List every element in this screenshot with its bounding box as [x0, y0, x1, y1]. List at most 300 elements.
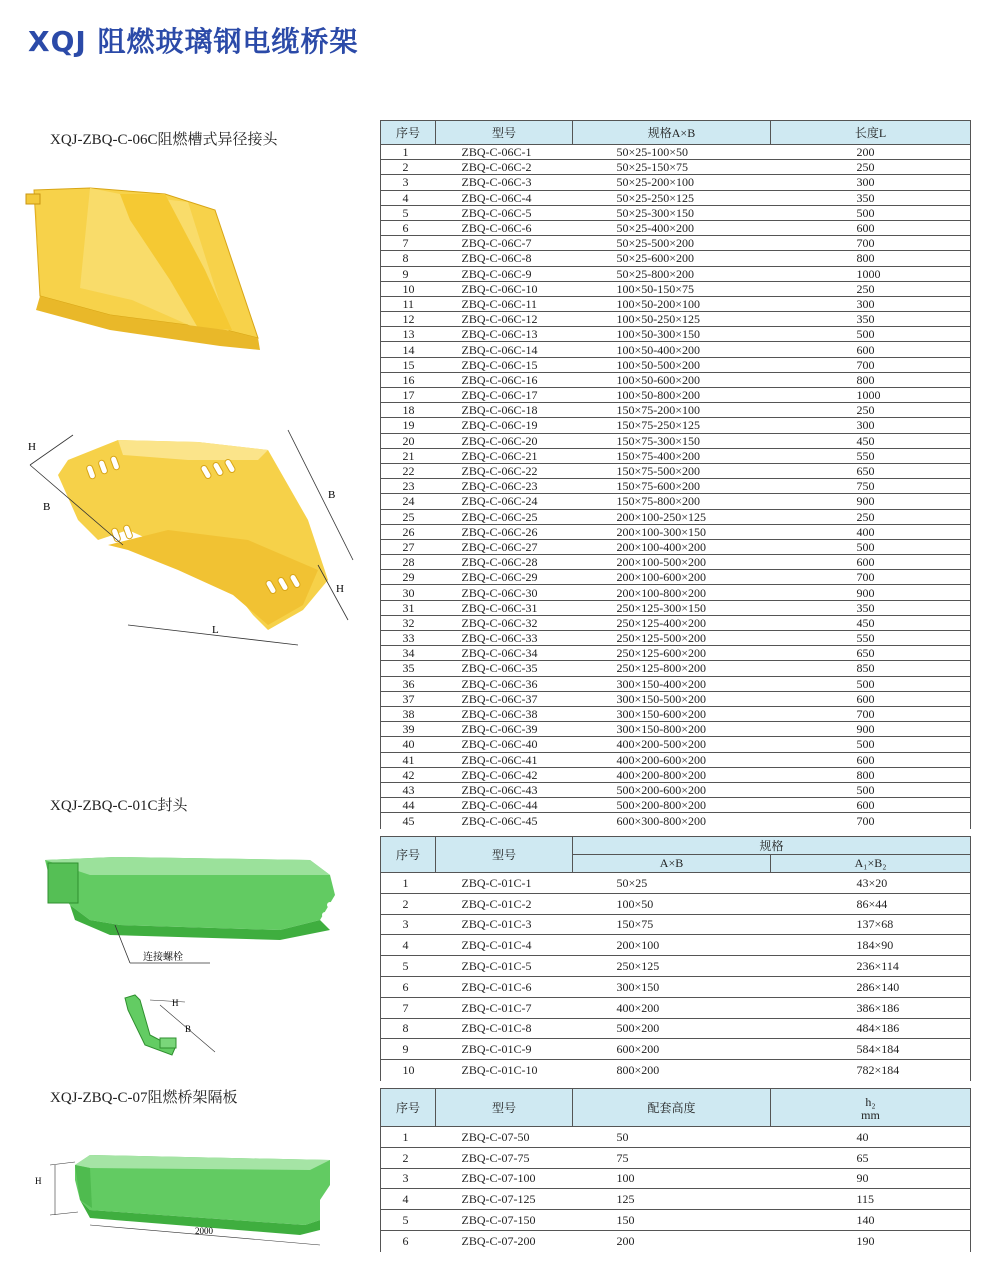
cell-model: ZBQ-C-07-125: [436, 1189, 573, 1210]
cell-value: 386×186: [771, 997, 971, 1018]
cell-value: 700: [856, 813, 875, 828]
cell-value: 190: [856, 1234, 875, 1249]
table-row: [381, 251, 971, 266]
cell-model: ZBQ-C-06C-7: [436, 236, 573, 251]
table-row: [381, 646, 971, 661]
divider-figure: [30, 1140, 350, 1250]
cell-index: 27: [381, 539, 436, 554]
cell-value: 500: [771, 676, 971, 691]
endcap-profile-figure: [120, 990, 220, 1060]
cell-value: 700: [771, 706, 971, 721]
cell-index: 1: [381, 873, 436, 894]
cell-value: 140: [771, 1210, 971, 1231]
cell-index: 28: [381, 555, 436, 570]
cell-spec: 150×75-200×100: [573, 403, 771, 418]
table-row: [381, 661, 971, 676]
cell-spec: 100×50-200×100: [573, 296, 771, 311]
header-model: 型号: [436, 121, 573, 145]
cell-index: 2: [381, 1147, 436, 1168]
dim-l-label: L: [212, 624, 219, 636]
cell-model: ZBQ-C-06C-25: [436, 509, 573, 524]
table-row: [381, 1168, 971, 1189]
cell-spec: 150: [573, 1210, 771, 1231]
cell-index: 3: [381, 914, 436, 935]
cell-spec: 50×25: [573, 873, 771, 894]
cell-index: 31: [381, 600, 436, 615]
cell-spec: 50×25-250×125: [573, 190, 771, 205]
cell-value: 850: [771, 661, 971, 676]
cell-value: 800: [771, 767, 971, 782]
cell-value: 1000: [771, 388, 971, 403]
dim-b-label: B: [43, 501, 51, 513]
table-row: [381, 782, 971, 797]
cell-index: 17: [381, 388, 436, 403]
divider-dim-h: H: [35, 1176, 42, 1186]
table-row: [381, 539, 971, 554]
cell-value: 137×68: [771, 914, 971, 935]
cell-index: 3: [381, 1168, 436, 1189]
table-row: [381, 388, 971, 403]
cell-model: ZBQ-C-06C-21: [436, 448, 573, 463]
cell-model: ZBQ-C-06C-14: [436, 342, 573, 357]
bolt-label: 连接螺栓: [143, 952, 183, 963]
table-row: [381, 524, 971, 539]
cell-model: ZBQ-C-06C-20: [436, 433, 573, 448]
cell-value: 286×140: [771, 976, 971, 997]
endcap-figure: [30, 845, 360, 975]
cell-spec: 600×200: [573, 1039, 771, 1060]
cell-spec: 300×150-500×200: [573, 691, 771, 706]
cell-value: 400: [771, 524, 971, 539]
cell-spec: 100×50: [573, 893, 771, 914]
cell-model: ZBQ-C-06C-42: [436, 767, 573, 782]
cell-model: ZBQ-C-07-150: [436, 1210, 573, 1231]
reducer-figure-1: [20, 180, 265, 355]
table-row: [381, 1018, 971, 1039]
table-row: [381, 463, 971, 478]
cell-value: 500: [771, 737, 971, 752]
table-row: [381, 914, 971, 935]
cell-index: 40: [381, 737, 436, 752]
cell-spec: 50×25-150×75: [573, 160, 771, 175]
cell-spec: 100×50-400×200: [573, 342, 771, 357]
endcap-spec-table: [380, 836, 971, 1080]
cell-spec: 250×125-300×150: [573, 600, 771, 615]
cell-model: ZBQ-C-06C-39: [436, 722, 573, 737]
cell-model: ZBQ-C-01C-1: [436, 873, 573, 894]
cell-spec: 200×100-600×200: [573, 570, 771, 585]
cell-index: 18: [381, 403, 436, 418]
cell-index: 37: [381, 691, 436, 706]
cell-index: 30: [381, 585, 436, 600]
table-row: [381, 570, 971, 585]
table-row: [381, 494, 971, 509]
cell-value: 236×114: [771, 956, 971, 977]
cell-index: 11: [381, 296, 436, 311]
divider-dim-l: 2000: [195, 1226, 213, 1236]
cell-value: 86×44: [771, 893, 971, 914]
cell-value: 600: [771, 691, 971, 706]
header-spec: 规格A×B: [573, 121, 771, 145]
cell-value: 650: [771, 463, 971, 478]
cell-spec: 500×200-600×200: [573, 782, 771, 797]
table-row: [381, 752, 971, 767]
table-row: [381, 706, 971, 721]
table-row: [381, 281, 971, 296]
table-row: [381, 1127, 971, 1148]
cell-index: 7: [381, 236, 436, 251]
cell-index: 44: [381, 798, 436, 813]
cell-value: 350: [771, 600, 971, 615]
cell-model: ZBQ-C-06C-45: [461, 813, 538, 828]
cell-index: 22: [381, 463, 436, 478]
cell-model: ZBQ-C-06C-32: [436, 615, 573, 630]
reducer-spec-table: [380, 120, 971, 828]
cell-value: 600: [771, 342, 971, 357]
cell-spec: 100×50-600×200: [573, 372, 771, 387]
table-row: [381, 433, 971, 448]
cell-index: 4: [381, 1189, 436, 1210]
cell-index: 38: [381, 706, 436, 721]
cell-index: 5: [381, 205, 436, 220]
cell-spec: 150×75-400×200: [573, 448, 771, 463]
cell-value: 250: [771, 281, 971, 296]
table-row: [381, 873, 971, 894]
cell-index: 10: [381, 281, 436, 296]
cell-model: ZBQ-C-01C-2: [436, 893, 573, 914]
cell-value: 750: [771, 479, 971, 494]
table-row: [381, 372, 971, 387]
table-row: [381, 585, 971, 600]
cell-value: 650: [771, 646, 971, 661]
cell-value: 65: [771, 1147, 971, 1168]
table-row: [381, 1230, 971, 1251]
cell-index: 9: [381, 266, 436, 281]
table-row: [381, 509, 971, 524]
cell-spec: 100×50-800×200: [573, 388, 771, 403]
header-mm-label: mm: [861, 1107, 880, 1122]
header-axb: A×B: [573, 855, 771, 873]
table-row: [381, 1189, 971, 1210]
cell-index: 41: [381, 752, 436, 767]
cell-value: 300: [771, 418, 971, 433]
reducer-figure-2: [18, 420, 363, 660]
cell-model: ZBQ-C-01C-5: [436, 956, 573, 977]
header-a1xb2: A₁×B₂: [771, 855, 971, 873]
cell-value: 700: [771, 570, 971, 585]
cell-value: 484×186: [771, 1018, 971, 1039]
page-title: XQJ 阻燃玻璃钢电缆桥架: [28, 25, 359, 58]
cell-index: 15: [381, 357, 436, 372]
cell-model: ZBQ-C-06C-12: [436, 312, 573, 327]
cell-index: 35: [381, 661, 436, 676]
cell-value: 350: [771, 312, 971, 327]
cell-value: 500: [771, 327, 971, 342]
cell-spec: 100×50-500×200: [573, 357, 771, 372]
cell-model: ZBQ-C-06C-27: [436, 539, 573, 554]
cell-model: ZBQ-C-06C-37: [436, 691, 573, 706]
cell-value: 500: [771, 539, 971, 554]
cell-model: ZBQ-C-01C-3: [436, 914, 573, 935]
cell-model: ZBQ-C-06C-2: [436, 160, 573, 175]
cell-index: 1: [381, 145, 436, 160]
cell-index: 2: [381, 893, 436, 914]
cell-spec: 50×25-600×200: [573, 251, 771, 266]
dim-h-label-right: H: [336, 583, 344, 595]
table-row: [381, 893, 971, 914]
cell-value: 43×20: [771, 873, 971, 894]
cell-model: ZBQ-C-06C-18: [436, 403, 573, 418]
cell-spec: 200: [616, 1234, 635, 1249]
cell-value: 584×184: [771, 1039, 971, 1060]
cell-value: 900: [771, 722, 971, 737]
cell-index: 6: [381, 976, 436, 997]
table-row: [381, 798, 971, 813]
table-row: [381, 555, 971, 570]
cell-model: ZBQ-C-06C-33: [436, 631, 573, 646]
cell-value: 250: [771, 160, 971, 175]
cell-value: 300: [771, 175, 971, 190]
cell-spec: 150×75: [573, 914, 771, 935]
cell-value: 782×184: [856, 1063, 900, 1078]
table-row: [381, 266, 971, 281]
cell-index: 16: [381, 372, 436, 387]
cell-spec: 50×25-100×50: [573, 145, 771, 160]
cell-index: 13: [381, 327, 436, 342]
cell-model: ZBQ-C-06C-4: [436, 190, 573, 205]
cell-spec: 200×100-400×200: [573, 539, 771, 554]
cell-model: ZBQ-C-06C-19: [436, 418, 573, 433]
cell-spec: 400×200-800×200: [573, 767, 771, 782]
cell-model: ZBQ-C-06C-26: [436, 524, 573, 539]
dim-b-label-right: B: [328, 489, 336, 501]
cell-index: 2: [381, 160, 436, 175]
cell-model: ZBQ-C-07-50: [436, 1127, 573, 1148]
cell-spec: 50×25-800×200: [573, 266, 771, 281]
table-row: [381, 1147, 971, 1168]
cell-value: 500: [771, 205, 971, 220]
section-title-divider: XQJ-ZBQ-C-07阻燃桥架隔板: [50, 1090, 238, 1106]
cell-index: 1: [381, 1127, 436, 1148]
cell-model: ZBQ-C-06C-1: [436, 145, 573, 160]
cell-index: 8: [381, 1018, 436, 1039]
cell-index: 20: [381, 433, 436, 448]
cell-index: 45: [402, 813, 415, 828]
section-title-reducer: XQJ-ZBQ-C-06C阻燃槽式异径接头: [50, 132, 278, 148]
cell-model: ZBQ-C-01C-9: [436, 1039, 573, 1060]
cell-value: 550: [771, 631, 971, 646]
cell-index: 19: [381, 418, 436, 433]
cell-index: 6: [381, 220, 436, 235]
cell-model: ZBQ-C-06C-44: [436, 798, 573, 813]
cell-index: 14: [381, 342, 436, 357]
cell-spec: 200×100-800×200: [573, 585, 771, 600]
table-row: [381, 160, 971, 175]
cell-model: ZBQ-C-06C-31: [436, 600, 573, 615]
cell-model: ZBQ-C-06C-13: [436, 327, 573, 342]
cell-spec: 250×125: [573, 956, 771, 977]
cell-model: ZBQ-C-06C-8: [436, 251, 573, 266]
cell-spec: 250×125-800×200: [573, 661, 771, 676]
cell-spec: 150×75-500×200: [573, 463, 771, 478]
header-length: 长度L: [771, 121, 971, 145]
cell-spec: 600×300-800×200: [616, 813, 707, 828]
cell-index: 3: [381, 175, 436, 190]
cell-value: 90: [771, 1168, 971, 1189]
cell-spec: 150×75-600×200: [573, 479, 771, 494]
table-row: [381, 1039, 971, 1060]
cell-value: 184×90: [771, 935, 971, 956]
cell-spec: 250×125-600×200: [573, 646, 771, 661]
cell-spec: 50×25-500×200: [573, 236, 771, 251]
header-model: 型号: [436, 837, 573, 873]
table-row: [381, 175, 971, 190]
cell-value: 550: [771, 448, 971, 463]
cell-value: 500: [771, 782, 971, 797]
cell-index: 21: [381, 448, 436, 463]
table-row: [381, 737, 971, 752]
table-row: [381, 403, 971, 418]
table-row: [381, 145, 971, 160]
table-row: [381, 1210, 971, 1231]
table-row: [381, 600, 971, 615]
header-spec: 规格: [573, 837, 971, 855]
cell-model: ZBQ-C-06C-16: [436, 372, 573, 387]
cell-model: ZBQ-C-06C-28: [436, 555, 573, 570]
cell-spec: 150×75-800×200: [573, 494, 771, 509]
cell-model: ZBQ-C-07-100: [436, 1168, 573, 1189]
endcap-dim-b: B: [185, 1024, 192, 1034]
cell-model: ZBQ-C-06C-6: [436, 220, 573, 235]
cell-spec: 200×100-500×200: [573, 555, 771, 570]
cell-spec: 100×50-150×75: [573, 281, 771, 296]
cell-index: 4: [381, 190, 436, 205]
cell-spec: 200×100-250×125: [573, 509, 771, 524]
cell-spec: 50×25-400×200: [573, 220, 771, 235]
table-row: [381, 767, 971, 782]
cell-spec: 150×75-250×125: [573, 418, 771, 433]
cell-value: 700: [771, 357, 971, 372]
table-row: [381, 357, 971, 372]
cell-value: 600: [771, 752, 971, 767]
cell-spec: 300×150-600×200: [573, 706, 771, 721]
cell-model: ZBQ-C-06C-22: [436, 463, 573, 478]
cell-value: 115: [771, 1189, 971, 1210]
table-row: [381, 190, 971, 205]
cell-model: ZBQ-C-01C-8: [436, 1018, 573, 1039]
cell-value: 350: [771, 190, 971, 205]
cell-spec: 300×150-400×200: [573, 676, 771, 691]
cell-spec: 300×150: [573, 976, 771, 997]
cell-index: 10: [402, 1063, 415, 1078]
cell-model: ZBQ-C-06C-10: [436, 281, 573, 296]
cell-index: 23: [381, 479, 436, 494]
cell-index: 43: [381, 782, 436, 797]
cell-index: 5: [381, 1210, 436, 1231]
cell-model: ZBQ-C-06C-35: [436, 661, 573, 676]
table-row: [381, 676, 971, 691]
cell-spec: 200×100: [573, 935, 771, 956]
cell-value: 250: [771, 509, 971, 524]
cell-spec: 400×200-600×200: [573, 752, 771, 767]
cell-index: 25: [381, 509, 436, 524]
cell-spec: 125: [573, 1189, 771, 1210]
cell-spec: 100×50-300×150: [573, 327, 771, 342]
header-h2: [771, 1089, 971, 1127]
header-index: 序号: [381, 121, 436, 145]
table-row: [381, 327, 971, 342]
cell-spec: 250×125-400×200: [573, 615, 771, 630]
cell-value: 450: [771, 433, 971, 448]
cell-model: ZBQ-C-01C-7: [436, 997, 573, 1018]
cell-index: 8: [381, 251, 436, 266]
cell-spec: 500×200-800×200: [573, 798, 771, 813]
cell-index: 5: [381, 956, 436, 977]
table-row: [381, 631, 971, 646]
cell-spec: 300×150-800×200: [573, 722, 771, 737]
cell-value: 1000: [771, 266, 971, 281]
table-row: [381, 935, 971, 956]
table-row: [381, 342, 971, 357]
cell-value: 200: [771, 145, 971, 160]
cell-spec: 200×100-300×150: [573, 524, 771, 539]
cell-model: ZBQ-C-07-75: [436, 1147, 573, 1168]
cell-model: ZBQ-C-06C-38: [436, 706, 573, 721]
header-index: 序号: [381, 1089, 436, 1127]
cell-model: ZBQ-C-06C-11: [436, 296, 573, 311]
table-row: [381, 479, 971, 494]
cell-index: 9: [381, 1039, 436, 1060]
cell-model: ZBQ-C-06C-23: [436, 479, 573, 494]
cell-spec: 400×200: [573, 997, 771, 1018]
table-row: [381, 418, 971, 433]
cell-index: 36: [381, 676, 436, 691]
cell-value: 600: [771, 220, 971, 235]
cell-spec: 50×25-200×100: [573, 175, 771, 190]
cell-spec: 100: [573, 1168, 771, 1189]
table-row: [381, 956, 971, 977]
header-model: 型号: [436, 1089, 573, 1127]
cell-value: 450: [771, 615, 971, 630]
cell-model: ZBQ-C-06C-43: [436, 782, 573, 797]
cell-index: 42: [381, 767, 436, 782]
table-row: [381, 722, 971, 737]
cell-index: 26: [381, 524, 436, 539]
cell-index: 39: [381, 722, 436, 737]
cell-spec: 400×200-500×200: [573, 737, 771, 752]
cell-index: 4: [381, 935, 436, 956]
cell-model: ZBQ-C-07-200: [461, 1234, 536, 1249]
table-row: [381, 691, 971, 706]
section-title-endcap: XQJ-ZBQ-C-01C封头: [50, 798, 188, 814]
table-row: [381, 312, 971, 327]
cell-value: 600: [771, 555, 971, 570]
cell-spec: 800×200: [616, 1063, 660, 1078]
table-row: [381, 976, 971, 997]
cell-spec: 50×25-300×150: [573, 205, 771, 220]
cell-model: ZBQ-C-06C-41: [436, 752, 573, 767]
cell-index: 6: [402, 1234, 409, 1249]
table-row: [381, 220, 971, 235]
cell-model: ZBQ-C-06C-30: [436, 585, 573, 600]
cell-value: 600: [771, 798, 971, 813]
cell-spec: 150×75-300×150: [573, 433, 771, 448]
cell-model: ZBQ-C-06C-3: [436, 175, 573, 190]
cell-value: 800: [771, 251, 971, 266]
header-h2-label: h₂: [865, 1094, 876, 1109]
cell-model: ZBQ-C-06C-24: [436, 494, 573, 509]
dim-h-label: H: [28, 441, 36, 453]
